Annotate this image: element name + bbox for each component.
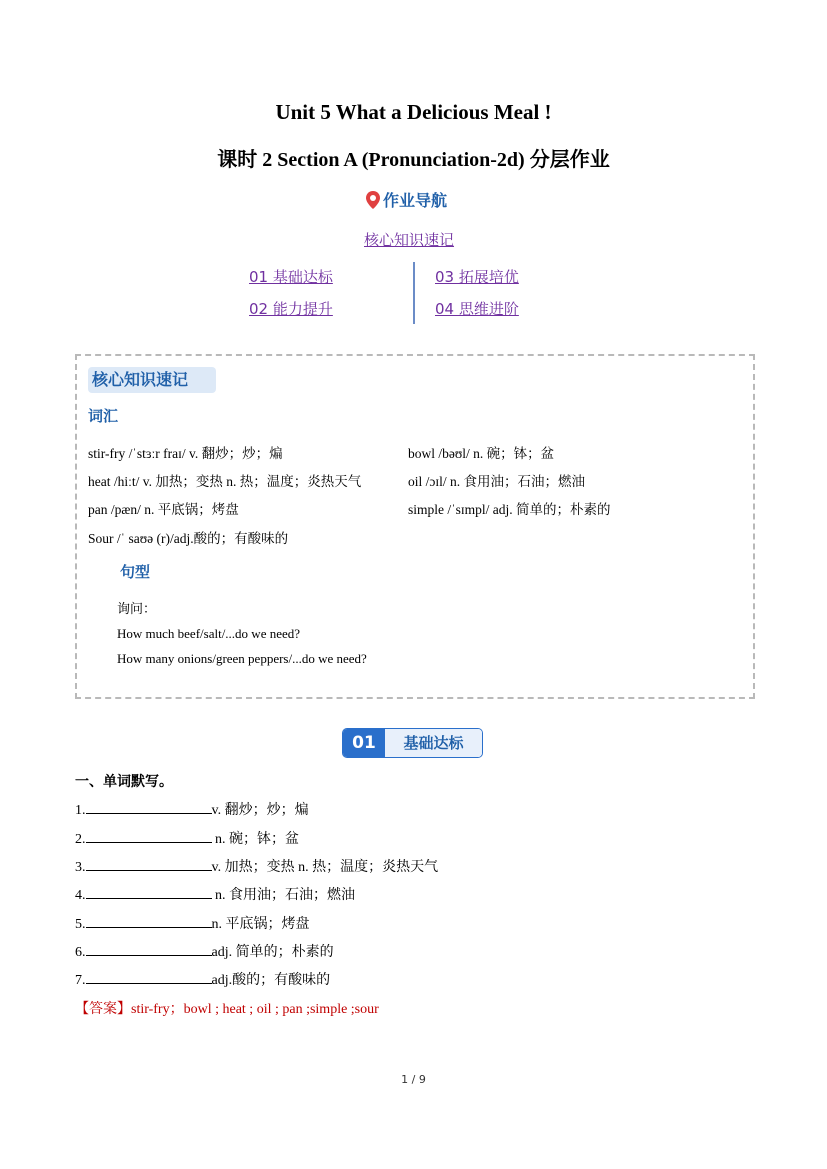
nav-divider [413, 262, 415, 324]
question-item [75, 799, 309, 819]
question-item [75, 856, 438, 876]
question-text: n. 平底锅；烤盘 [211, 917, 310, 932]
question-number: 1. [75, 803, 86, 818]
vocab-item: heat /hiːt/ v. 加热；变热 n. 热；温度；炎热天气 [88, 474, 362, 489]
core-knowledge-link[interactable]: 核心知识速记 [364, 231, 455, 249]
section-badge [342, 728, 483, 758]
question-text: n. 碗；钵；盆 [211, 832, 299, 847]
page-number: 1 / 9 [401, 1073, 426, 1086]
question-text: adj. 简单的；朴素的 [211, 945, 334, 960]
question-number: 4. [75, 888, 86, 903]
question-text: v. 翻炒；炒；煸 [211, 803, 309, 818]
vocab-item: oil /ɔɪl/ n. 食用油；石油；燃油 [408, 474, 585, 489]
question-item [75, 884, 355, 904]
nav-heading [366, 188, 447, 211]
page-subtitle: 课时 2 Section A (Pronunciation-2d) 分层作业 [217, 149, 610, 171]
question-item [75, 828, 299, 848]
question-title: 一、单词默写。 [75, 774, 173, 790]
vocab-heading: 词汇 [88, 407, 119, 425]
answer-blank[interactable] [86, 799, 212, 814]
section-label: 基础达标 [385, 729, 482, 757]
nav-link-01[interactable]: 01 基础达标 [249, 268, 333, 286]
answer-blank[interactable] [86, 856, 212, 871]
question-text: n. 食用油；石油；燃油 [211, 888, 355, 903]
question-number: 2. [75, 832, 86, 847]
answer-line [75, 998, 379, 1018]
answer-blank[interactable] [86, 913, 212, 928]
sentence-label: 询问： [117, 601, 157, 616]
question-number: 6. [75, 945, 86, 960]
answer-blank[interactable] [86, 884, 212, 899]
nav-link-03[interactable]: 03 拓展培优 [435, 268, 519, 286]
answer-label: 【答案】 [75, 1002, 131, 1017]
sentence-item: How much beef/salt/...do we need? [117, 626, 301, 641]
question-item [75, 941, 334, 961]
answer-blank[interactable] [86, 969, 212, 984]
vocab-item: simple /ˈsɪmpl/ adj. 简单的；朴素的 [408, 502, 611, 517]
location-pin-icon [366, 191, 380, 209]
question-text: v. 加热；变热 n. 热；温度；炎热天气 [211, 860, 439, 875]
answer-blank[interactable] [86, 941, 212, 956]
question-item [75, 969, 330, 989]
question-number: 5. [75, 917, 86, 932]
vocab-item: Sour /ˈ saʊə (r)/adj.酸的；有酸味的 [88, 531, 289, 546]
answer-blank[interactable] [86, 828, 212, 843]
nav-link-04[interactable]: 04 思维进阶 [435, 300, 519, 318]
vocab-item: pan /pæn/ n. 平底锅；烤盘 [88, 502, 239, 517]
vocab-item: bowl /bəʊl/ n. 碗；钵；盆 [408, 446, 555, 461]
question-number: 3. [75, 860, 86, 875]
question-number: 7. [75, 973, 86, 988]
sentence-heading: 句型 [120, 563, 151, 581]
knowledge-heading: 核心知识速记 [88, 367, 216, 393]
page-title: Unit 5 What a Delicious Meal ! [275, 100, 552, 124]
question-item [75, 913, 310, 933]
nav-link-02[interactable]: 02 能力提升 [249, 300, 333, 318]
section-number: 01 [343, 729, 385, 757]
question-text: adj.酸的；有酸味的 [211, 973, 331, 988]
sentence-item: How many onions/green peppers/...do we need? [117, 651, 367, 666]
vocab-item: stir-fry /ˈstɜːr fraɪ/ v. 翻炒；炒；煸 [88, 446, 283, 461]
answer-text: stir-fry；bowl ; heat ; oil ; pan ;simple ;sour [131, 1002, 379, 1017]
nav-heading-label: 作业导航 [383, 191, 448, 210]
